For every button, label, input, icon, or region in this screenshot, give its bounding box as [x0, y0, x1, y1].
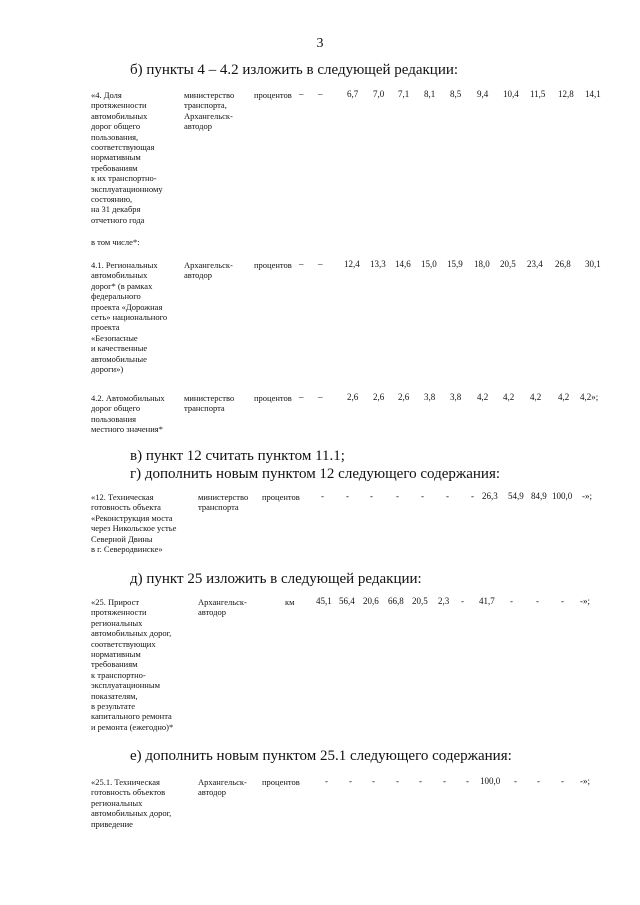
indicator-name-line: автомобильных [91, 270, 148, 281]
page-number: 3 [316, 36, 324, 51]
indicator-name [91, 90, 163, 225]
indicator-name-line: к их транспортно- [91, 173, 157, 184]
year-value: - [446, 491, 449, 501]
indicator-name-line: автомобильных дорог, [91, 628, 172, 639]
indicator-name-line: приведение [91, 818, 133, 829]
heading-e: е) дополнить новым пунктом 25.1 следующего содержания: [130, 748, 512, 764]
year-value: 4,2 [558, 392, 570, 402]
year-value: 12,4 [344, 259, 360, 269]
year-value: 66,8 [388, 596, 404, 606]
year-value: 18,0 [474, 259, 490, 269]
year-value: 30,1 [585, 259, 601, 269]
year-value: 6,7 [347, 89, 359, 99]
year-value: -»; [580, 776, 590, 786]
year-value: - [396, 776, 399, 786]
indicator-name-line: «Реконструкция моста [91, 512, 173, 523]
year-value: 4,2 [477, 392, 489, 402]
indicator-name-line: нормативным [91, 152, 141, 163]
year-value: - [510, 596, 513, 606]
indicator-name-line: сеть» национального [91, 312, 168, 323]
unit: процентов [262, 777, 300, 787]
indicator-name-line: федерального [91, 291, 141, 302]
indicator-name-line: состоянию, [91, 194, 133, 205]
year-value: – [318, 392, 323, 402]
indicator-name-line: эксплуатационному [91, 183, 163, 194]
year-value: - [370, 491, 373, 501]
executor-line: автодор [184, 270, 213, 281]
indicator-name-line: региональных [91, 617, 143, 628]
year-value: -»; [580, 596, 590, 606]
year-value: 41,7 [479, 596, 495, 606]
year-value: - [561, 776, 564, 786]
year-value: 15,0 [421, 259, 437, 269]
executor-line: министерство [198, 492, 249, 502]
year-value: 20,5 [412, 596, 428, 606]
indicator-name-line: соответствующая [91, 142, 155, 153]
year-value: – [318, 89, 323, 99]
year-value: 12,8 [558, 89, 574, 99]
executor-line: Архангельск- [184, 260, 233, 270]
unit: км [285, 597, 295, 607]
year-value: 4,2 [503, 392, 515, 402]
year-value: - [461, 596, 464, 606]
indicator-name-line: местного значения* [91, 424, 163, 435]
year-value: 56,4 [339, 596, 355, 606]
executor-line: министерство [184, 90, 235, 100]
year-value: 84,9 [531, 491, 547, 501]
executor [184, 260, 233, 281]
indicator-name-line: отчетного года [91, 214, 145, 225]
year-value: - [561, 596, 564, 606]
indicator-extra: в том числе*: [91, 237, 140, 247]
year-value: 13,3 [370, 259, 386, 269]
year-value: - [514, 776, 517, 786]
indicator-name-line: «25.1. Техническая [91, 777, 160, 787]
indicator-name-line: нормативным [91, 649, 141, 660]
indicator-name-line: требованиям [91, 659, 138, 670]
year-value: 100,0 [480, 776, 501, 786]
year-value: 2,6 [373, 392, 385, 402]
year-value: - [537, 776, 540, 786]
indicator-name-line: «Безопасные [91, 332, 138, 343]
year-value: - [536, 596, 539, 606]
year-value: – [299, 89, 304, 99]
executor-line: транспорта, [184, 100, 227, 111]
indicator-name [91, 777, 171, 829]
indicator-name-line: дорог* (в рамках [91, 280, 153, 291]
indicator-name-line: эксплуатационным [91, 680, 160, 691]
indicator-name-line: автомобильных [91, 110, 148, 121]
indicator-name [91, 492, 176, 554]
year-value: – [299, 392, 304, 402]
year-value: 26,8 [555, 259, 571, 269]
unit: процентов [254, 393, 292, 403]
indicator-name-line: показателям, [91, 690, 138, 701]
executor-line: Архангельск- [198, 597, 247, 607]
heading-v: в) пункт 12 считать пунктом 11.1; [130, 448, 345, 464]
year-value: - [466, 776, 469, 786]
indicator-name-line: 4.2. Автомобильных [91, 393, 165, 403]
indicator-name-line: к транспортно- [91, 669, 146, 680]
indicator-name-line: региональных [91, 797, 143, 808]
indicator-name-line: капитального ремонта [91, 711, 172, 722]
unit: процентов [262, 492, 300, 502]
year-value: - [443, 776, 446, 786]
executor-line: Архангельск- [198, 777, 247, 787]
year-value: 20,6 [363, 596, 379, 606]
executor-line: транспорта [198, 502, 239, 513]
year-value: - [421, 491, 424, 501]
year-value: 2,6 [398, 392, 410, 402]
year-value: 26,3 [482, 491, 498, 501]
indicator-name-line: «25. Прирост [91, 597, 140, 607]
year-value: – [299, 259, 304, 269]
year-value: - [325, 776, 328, 786]
year-value: - [419, 776, 422, 786]
year-value: 4,2»; [580, 392, 599, 402]
heading-b: б) пункты 4 – 4.2 изложить в следующей редакции: [130, 62, 459, 78]
indicator-name-line: дорог общего [91, 403, 141, 414]
year-value: 10,4 [503, 89, 519, 99]
year-value: 45,1 [316, 596, 332, 606]
year-value: 14,1 [585, 89, 601, 99]
year-value: 7,1 [398, 89, 410, 99]
indicator-name-line: готовность объектов [91, 787, 166, 798]
year-value: 20,5 [500, 259, 516, 269]
indicator-name-line: соответствующих [91, 638, 156, 649]
year-value: - [471, 491, 474, 501]
executor [198, 597, 247, 618]
indicator-name-line: дорог общего [91, 121, 141, 132]
indicator-name-line: протяженности [91, 607, 147, 618]
executor [184, 393, 234, 414]
executor [184, 90, 234, 132]
indicator-name-line: Северной Двины [91, 533, 153, 544]
year-value: 15,9 [447, 259, 463, 269]
unit: процентов [254, 90, 292, 100]
indicator-name-line: пользования [91, 413, 137, 424]
indicator-name-line: дороги») [91, 364, 124, 375]
indicator-name-line: требованиям [91, 162, 138, 173]
indicator-name-line: проекта [91, 322, 120, 333]
indicator-name [91, 393, 165, 435]
executor-line: транспорта [184, 403, 225, 414]
executor-line: автодор [198, 787, 227, 798]
year-value: – [318, 259, 323, 269]
heading-d: д) пункт 25 изложить в следующей редакции: [130, 571, 422, 587]
year-value: - [396, 491, 399, 501]
year-value: 100,0 [552, 491, 573, 501]
executor [198, 492, 248, 513]
indicator-name [91, 260, 167, 374]
indicator-name [91, 597, 173, 732]
year-value: 3,8 [424, 392, 436, 402]
indicator-name-line: пользования, [91, 131, 139, 142]
indicator-name-line: протяженности [91, 100, 147, 111]
unit: процентов [254, 260, 292, 270]
indicator-name-line: проекта «Дорожная [91, 301, 163, 312]
year-value: - [321, 491, 324, 501]
indicator-name-line: через Никольское устье [91, 523, 177, 534]
year-value: -»; [582, 491, 592, 501]
year-value: 2,3 [438, 596, 450, 606]
indicator-name-line: и ремонта (ежегодно)* [91, 721, 174, 732]
executor [198, 777, 247, 798]
executor-line: автодор [184, 121, 213, 132]
indicator-name-line: в результате [91, 701, 135, 712]
year-value: 2,6 [347, 392, 359, 402]
indicator-name-line: в г. Северодвинске» [91, 544, 163, 555]
executor-line: министерство [184, 393, 235, 403]
indicator-name-line: автомобильных дорог, [91, 808, 172, 819]
indicator-name-line: готовность объекта [91, 502, 161, 513]
year-value: 7,0 [373, 89, 385, 99]
executor-line: автодор [198, 607, 227, 618]
year-value: 8,1 [424, 89, 436, 99]
year-value: 11,5 [530, 89, 546, 99]
year-value: 9,4 [477, 89, 489, 99]
year-value: - [346, 491, 349, 501]
year-value: - [349, 776, 352, 786]
executor-line: Архангельск- [184, 110, 233, 121]
indicator-name-line: «12. Техническая [91, 492, 154, 502]
year-value: 54,9 [508, 491, 524, 501]
year-value: - [372, 776, 375, 786]
indicator-name-line: «4. Доля [91, 90, 122, 100]
year-value: 3,8 [450, 392, 462, 402]
year-value: 23,4 [527, 259, 543, 269]
year-value: 14,6 [395, 259, 411, 269]
year-value: 8,5 [450, 89, 462, 99]
heading-g: г) дополнить новым пунктом 12 следующего содержания: [130, 466, 501, 482]
indicator-name-line: на 31 декабря [91, 204, 141, 215]
indicator-name-line: 4.1. Региональных [91, 260, 158, 270]
indicator-name-line: и качественные [91, 343, 148, 354]
year-value: 4,2 [530, 392, 542, 402]
indicator-name-line: автомобильные [91, 353, 147, 364]
